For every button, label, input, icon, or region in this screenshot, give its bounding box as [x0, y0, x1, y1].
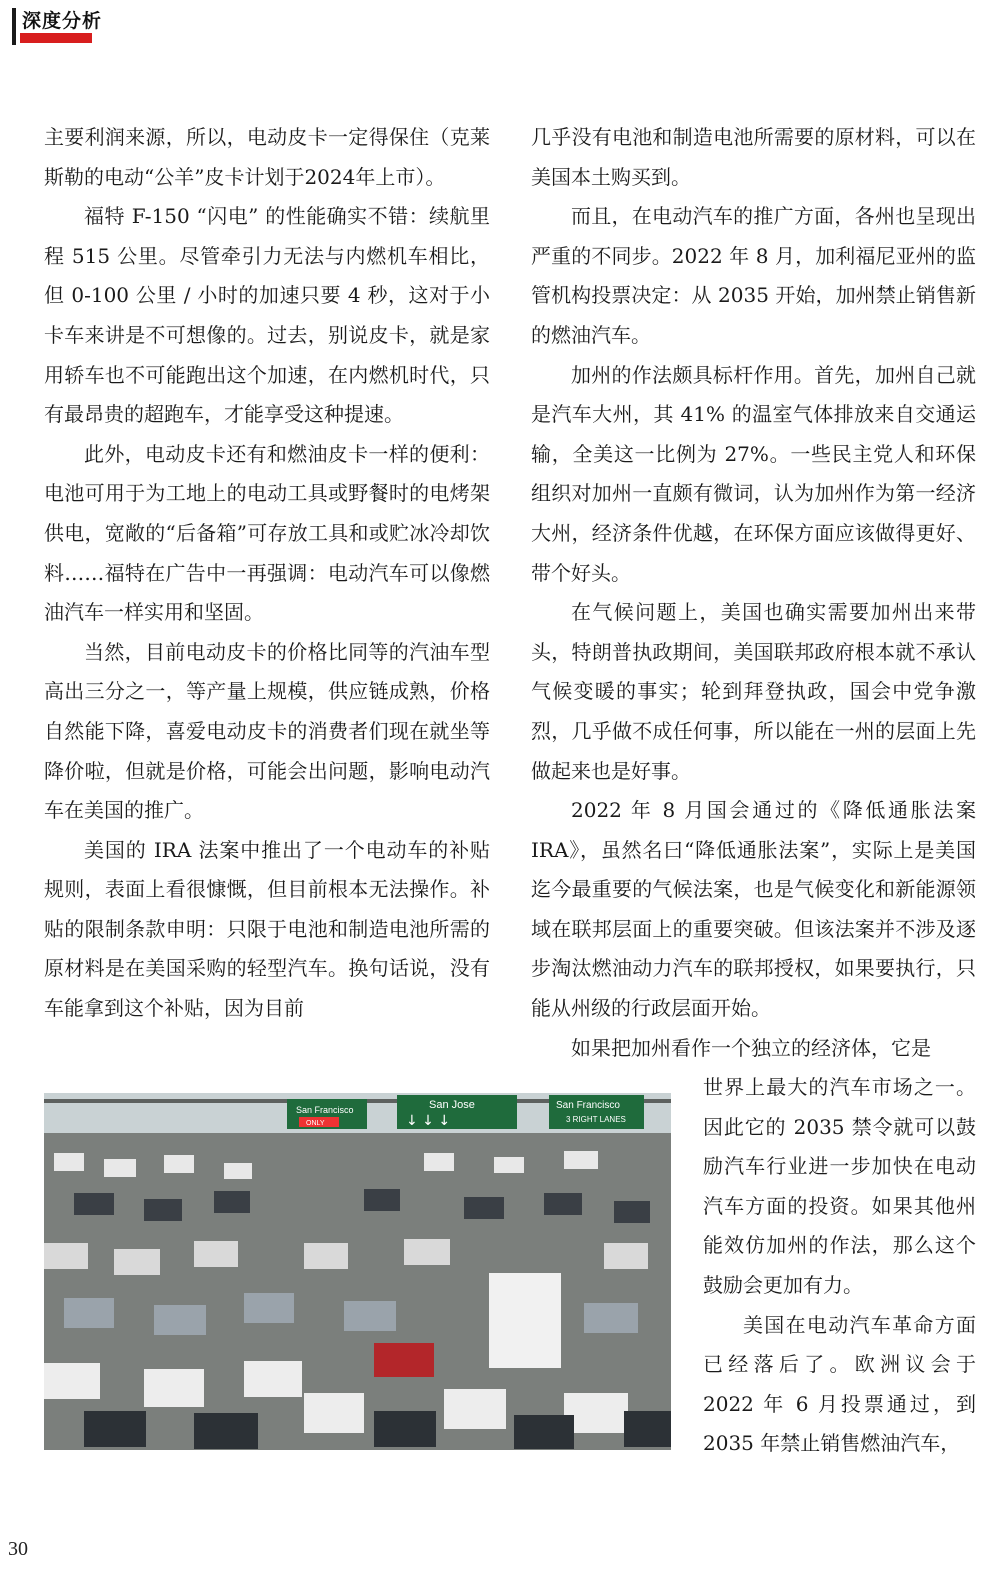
paragraph: 如果把加州看作一个独立的经济体，它是	[571, 1035, 931, 1060]
traffic-illustration	[44, 1093, 671, 1450]
header-bar	[12, 8, 16, 45]
page-number: 30	[8, 1538, 28, 1560]
red-car	[374, 1343, 434, 1377]
sign-text: ONLY	[306, 1120, 325, 1127]
paragraph: 加州的作法颇具标杆作用。首先，加州自己就是汽车大州，其 41% 的温室气体排放来自交通运输，全美这一比例为 27%。一些民主党人和环保组织对加州一直颇有微词，认为加州作为第一经济大州，经济条件优越，在环保方面应该做得更好、带个好头。	[531, 362, 976, 585]
paragraph: 当然，目前电动皮卡的价格比同等的汽油车型高出三分之一，等产量上规模，供应链成熟，价格自然能下降，喜爱电动皮卡的消费者们现在就坐等降价啦，但就是价格，可能会出问题，影响电动汽车在美国的推广。	[44, 639, 490, 823]
truck	[489, 1273, 561, 1368]
section-underline	[20, 33, 92, 43]
svg-text:↓ ↓ ↓: ↓ ↓ ↓	[406, 1113, 451, 1129]
paragraph: 几乎没有电池和制造电池所需要的原材料，可以在美国本土购买到。	[531, 125, 976, 189]
sign-text: San Francisco	[556, 1100, 620, 1111]
paragraph: 在气候问题上，美国也确实需要加州出来带头，特朗普执政期间，美国联邦政府根本就不承认气候变暖的事实；轮到拜登执政，国会中党争激烈，几乎做不成任何事，所以能在一州的层面上先做起来也是好事。	[531, 600, 976, 783]
sign-text: San Francisco	[296, 1105, 354, 1115]
right-column	[531, 118, 976, 1068]
paragraph: 美国在电动汽车革命方面已经落后了。欧洲议会于 2022 年 6 月投票通过，到 2035 年禁止销售燃油汽车，	[703, 1312, 976, 1456]
paragraph: 而且，在电动汽车的推广方面，各州也呈现出严重的不同步。2022 年 8 月，加利福尼亚州的监管机构投票决定：从 2035 开始，加州禁止销售新的燃油汽车。	[531, 204, 976, 347]
paragraph: 世界上最大的汽车市场之一。因此它的 2035 禁令就可以鼓励汽车行业进一步加快在电动汽车方面的投资。如果其他州能效仿加州的作法，那么这个鼓励会更加有力。	[703, 1075, 976, 1297]
left-column	[44, 118, 490, 1029]
paragraph: 美国的 IRA 法案中推出了一个电动车的补贴规则，表面上看很慷慨，但目前根本无法操作。补贴的限制条款申明：只限于电池和制造电池所需的原材料是在美国采购的轻型汽车。换句话说，没有车能拿到这个补贴，因为目前	[44, 837, 490, 1021]
sign-text: San Jose	[429, 1099, 475, 1111]
paragraph: 福特 F-150 “闪电” 的性能确实不错：续航里程 515 公里。尽管牵引力无法与内燃机车相比，但 0-100 公里 / 小时的加速只要 4 秒，这对于小卡车来讲是不可想像的。过去，别说皮卡，就是家用轿车也不可能跑出这个加速，在内燃机时代，只有最昂贵的超跑车，才能享受这种提速。	[44, 204, 490, 427]
sign-text: 3 RIGHT LANES	[566, 1115, 626, 1124]
section-title: 深度分析	[22, 10, 103, 32]
right-column-wrap	[703, 1068, 976, 1464]
paragraph: 此外，电动皮卡还有和燃油皮卡一样的便利：电池可用于为工地上的电动工具或野餐时的电烤架供电，宽敞的“后备箱”可存放工具和或贮冰冷却饮料……福特在广告中一再强调：电动汽车可以像燃油汽车一样实用和坚固。	[44, 441, 490, 625]
paragraph: 2022 年 8 月国会通过的《降低通胀法案 IRA》，虽然名曰“降低通胀法案”，实际上是美国迄今最重要的气候法案，也是气候变化和新能源领域在联邦层面上的重要突破。但该法案并不涉及逐步淘汰燃油动力汽车的联邦授权，如果要执行，只能从州级的行政层面开始。	[531, 798, 976, 1021]
paragraph: 主要利润来源，所以，电动皮卡一定得保住（克莱斯勒的电动“公羊”皮卡计划于2024年上市）。	[44, 125, 490, 189]
traffic-photo	[44, 1093, 671, 1450]
